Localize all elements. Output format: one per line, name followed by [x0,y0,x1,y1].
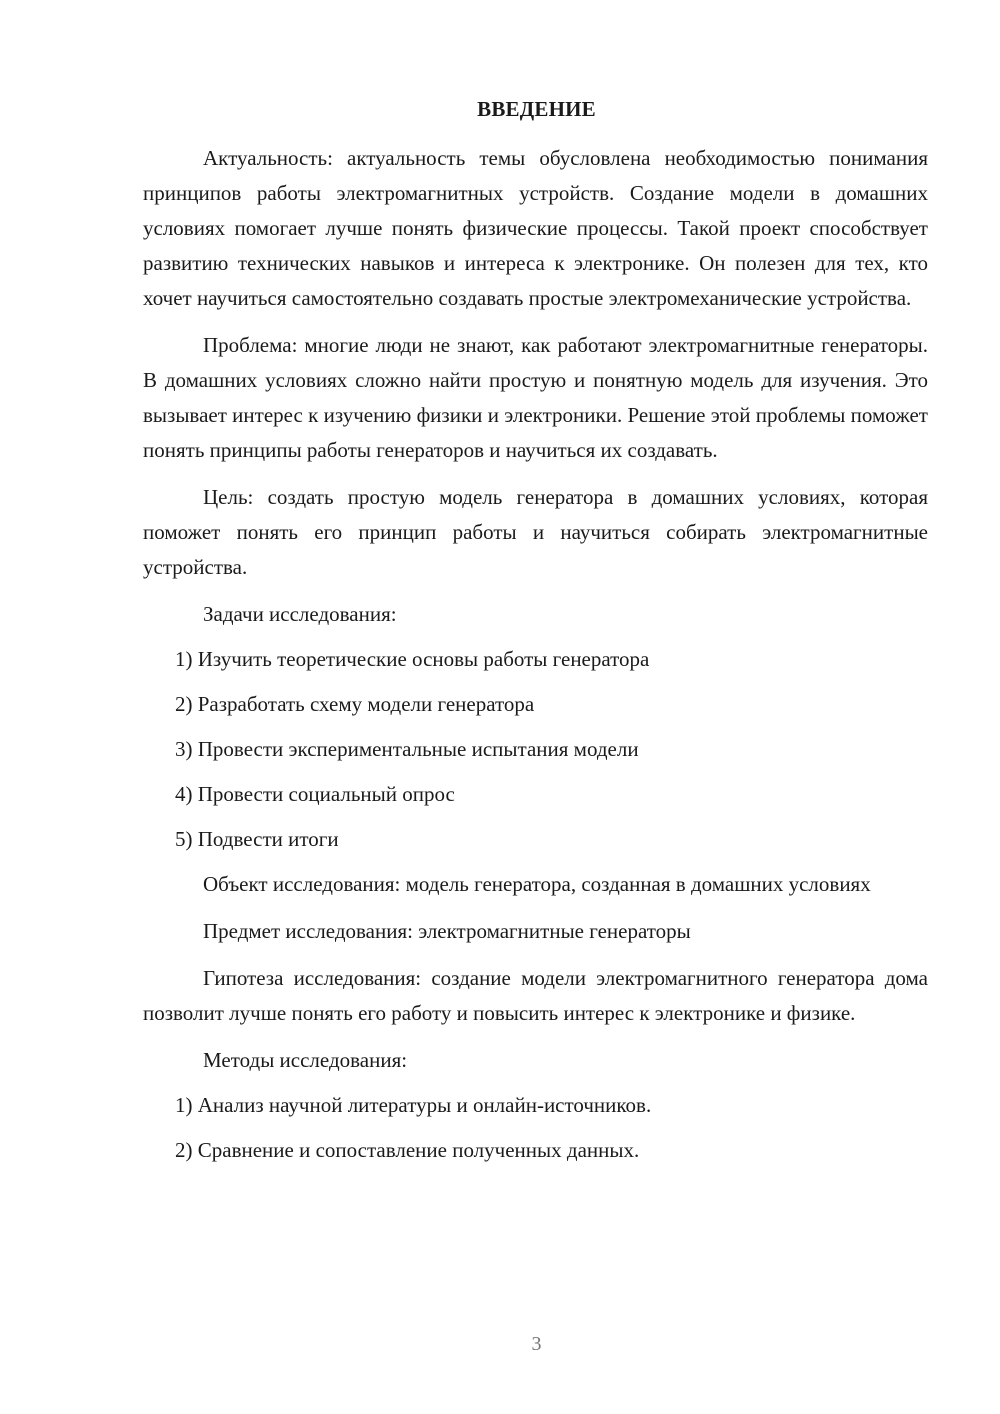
subject-paragraph: Предмет исследования: электромагнитные генераторы [203,919,691,943]
page-title: ВВЕДЕНИЕ [477,97,596,121]
page-number: 3 [531,1333,542,1355]
goal-paragraph: Цель: создать простую модель генератора в домашних условиях, которая поможет понять его принцип работы и научиться собирать электромагнитные устройства. [143,485,928,579]
method-item: 2) Сравнение и сопоставление полученных данных. [175,1138,640,1162]
task-item: 2) Разработать схему модели генератора [175,692,535,716]
task-item: 4) Провести социальный опрос [175,782,455,806]
problem-paragraph: Проблема: многие люди не знают, как работают электромагнитные генераторы. В домашних условиях сложно найти простую и понятную модель для изучения. Это вызывает интерес к изучению физики и электроники. Решение этой проблемы поможет понять принципы работы генераторов и научиться их создавать. [143,333,928,462]
task-item: 3) Провести экспериментальные испытания модели [175,737,639,761]
method-item: 1) Анализ научной литературы и онлайн-источников. [175,1093,652,1117]
relevance-paragraph: Актуальность: актуальность темы обусловлена необходимостью понимания принципов работы электромагнитных устройств. Создание модели в домашних условиях помогает лучше понять физические процессы. Такой проект способствует развитию технических навыков и интереса к электронике. Он полезен для тех, кто хочет научиться самостоятельно создавать простые электромеханические устройства. [143,146,928,310]
document-body [143,141,928,1178]
methods-heading: Методы исследования: [203,1048,408,1072]
object-paragraph: Объект исследования: модель генератора, созданная в домашних условиях [203,872,871,896]
hypothesis-paragraph: Гипотеза исследования: создание модели электромагнитного генератора дома позволит лучше понять его работу и повысить интерес к электронике и физике. [143,966,928,1025]
task-item: 5) Подвести итоги [175,827,339,851]
task-item: 1) Изучить теоретические основы работы генератора [175,647,650,671]
tasks-heading: Задачи исследования: [203,602,397,626]
